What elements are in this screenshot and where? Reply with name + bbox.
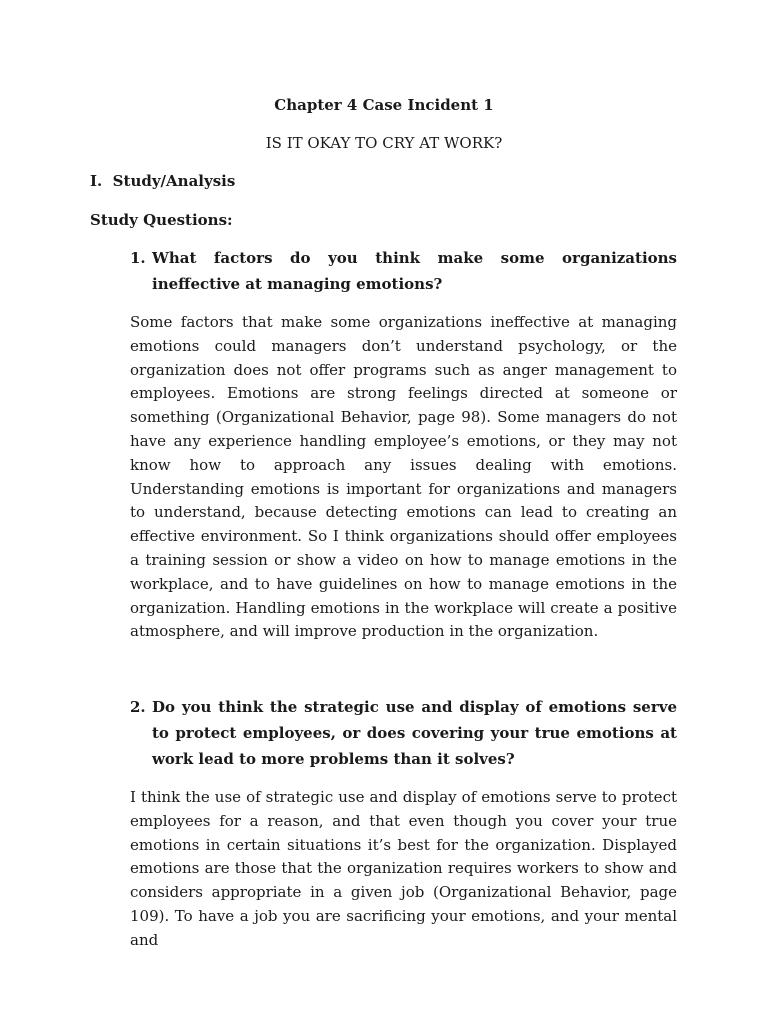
answer-1: Some factors that make some organizations ineffective at managing emotions could managers don’t understand psychology, or the organization does not offer programs such as anger management to employees. Emotions are strong feelings directed at someone or something (Organizational Behavior, page 98). Some managers do not have any experience handling employee’s emotions, or they may not know how to approach any issues dealing with emotions. Understanding emotions is important for organizations and managers to understand, because detecting emotions can lead to creating an effective environment. So I think organizations should offer employees a training session or show a video on how to manage emotions in the workplace, and to have guidelines on how to manage emotions in the organization. Handling emotions in the workplace will create a positive atmosphere, and will improve production in the organization. bbox=[130, 313, 677, 641]
chapter-title: Chapter 4 Case Incident 1 bbox=[274, 96, 494, 114]
question-text: What factors do you think make some organizations ineffective at managing emotions? bbox=[152, 249, 677, 293]
case-title: IS IT OKAY TO CRY AT WORK? bbox=[265, 134, 503, 152]
question-1 bbox=[130, 245, 677, 297]
answer-2: I think the use of strategic use and display of emotions serve to protect employees for a reason, and that even though you cover your true emotions in certain situations it’s best for the organization. Displayed emotions are those that the organization requires workers to show and considers appropriate in a given job (Organizational Behavior, page 109). To have a job you are sacrificing your emotions, and your mental and bbox=[130, 788, 677, 949]
question-text: Do you think the strategic use and display of emotions serve to protect employees, or does covering your true emotions at work lead to more problems than it solves? bbox=[152, 698, 677, 768]
study-questions-label: Study Questions: bbox=[90, 211, 233, 229]
question-number: 1. bbox=[130, 249, 146, 267]
question-number: 2. bbox=[130, 698, 146, 716]
section-heading: I. Study/Analysis bbox=[90, 172, 236, 190]
question-2 bbox=[130, 694, 677, 772]
